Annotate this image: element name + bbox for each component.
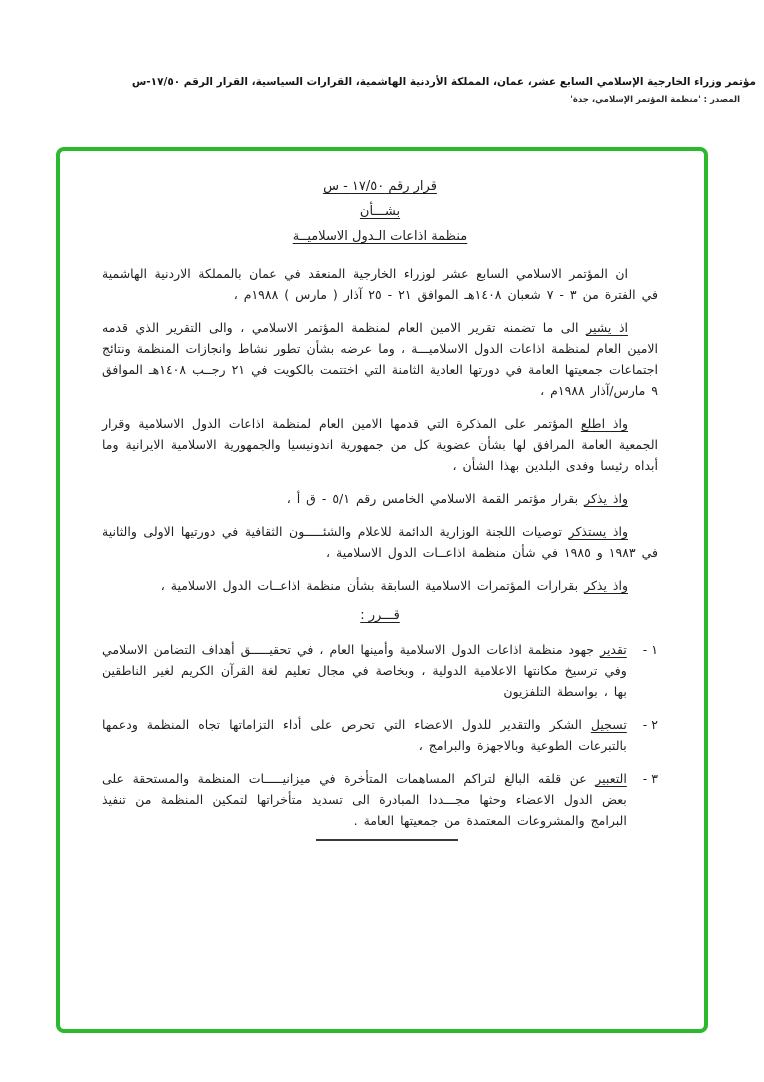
- resolution-subject: منظمة اذاعات الـدول الاسلاميــة: [292, 229, 468, 245]
- resolution-frame: [56, 147, 708, 1033]
- item-number-3: ٣ -: [642, 771, 658, 787]
- decides-label: قـــرر :: [360, 608, 400, 624]
- clause-paragraph-4: [102, 521, 658, 563]
- end-divider: [316, 839, 458, 841]
- resolution-number: قرار رقم ١٧/٥٠ - س: [323, 179, 437, 194]
- item-text-3: عن قلقه البالغ لتراكم المساهمات المتأخرة في ميزانيـــــات المنظمة والمستحقة على بعض الدول الاعضاء وحثها مجـــددا المبادرة الى تسديد متأخراتها لتمكين المنظمة من تنفيذ البرامج والمشروعات المعتمدة من جمعيتها العامة .: [102, 771, 627, 829]
- preamble-text: ان المؤتمر الاسلامي السابع عشر لوزراء الخارجية المنعقد في عمان بالمملكة الاردنية الهاشمية في الفترة من ٣ - ٧ شعبان ١٤٠٨هـ الموافق ٢١ - ٢٥ آذار ( مارس ) ١٩٨٨م ،: [102, 266, 658, 303]
- clause-lead-3: واذ يذكر: [584, 491, 628, 507]
- header-title: مؤتمر وزراء الخارجية الإسلامي السابع عشر، عمان، المملكة الأردنية الهاشمية، القرارات السياسية، القرار الرقم ١٧/٥٠-س: [131, 76, 756, 88]
- header-source: المصدر : 'منظمة المؤتمر الإسلامي، جدة': [570, 95, 740, 105]
- resolution-item-1: [102, 639, 658, 702]
- preamble-paragraph: [102, 263, 658, 305]
- resolution-item-3: [102, 768, 658, 831]
- clause-text-5: بقرارات المؤتمرات الاسلامية السابقة بشأن منظمة اذاعــات الدول الاسلامية ،: [160, 578, 585, 594]
- item-lead-2: تسجيل: [590, 717, 627, 733]
- clause-lead-1: اذ يشير: [586, 320, 628, 336]
- item-text-1: جهود منظمة اذاعات الدول الاسلامية وأمينها العام ، في تحقيـــــق أهداف التضامن الاسلامي وفي ترسيخ مكانتها الاعلامية الدولية ، وبخاصة في مجال تعليم لغة القرآن الكريم لغير الناطقين بها ، بواسطة التلفزيون: [102, 642, 627, 700]
- resolution-regarding: بشـــأن: [359, 204, 401, 220]
- clause-lead-2: واذ اطلع: [580, 416, 628, 432]
- clause-paragraph-2: [102, 413, 658, 476]
- clause-text-1: الى ما تضمنه تقرير الامين العام لمنظمة المؤتمر الاسلامي ، والى التقرير الذي قدمه الامين العام لمنظمة اذاعات الدول الاسلاميـــة ، وما عرضه بشأن تطور نشاط وانجازات المنظمة ونتائج اجتماعات جمعيتها العامة في دورتها العادية الثامنة التي اختتمت بالكويت في ٢١ رجــب ١٤٠٨هـ الموافق ٩ مارس/آذار ١٩٨٨م ،: [102, 320, 658, 399]
- clause-paragraph-5: [102, 575, 658, 596]
- document-header: [4, 76, 756, 105]
- clause-paragraph-1: [102, 317, 658, 401]
- item-body-2: [102, 714, 627, 756]
- item-lead-1: تقدير: [600, 642, 627, 658]
- item-lead-3: التعبير: [595, 771, 627, 787]
- clause-lead-4: واذ يستذكر: [568, 524, 628, 540]
- clause-text-2: المؤتمر على المذكرة التي قدمها الامين العام لمنظمة اذاعات الدول الاسلامية وقرار الجمعية العامة المرافق لها بشأن عضوية كل من جمهورية اندونيسيا والجمهورية الاسلامية الايرانية وما أبداه رئيسا وفدى البلدين بهذا الشأن ،: [102, 416, 658, 474]
- item-body-3: [102, 768, 627, 831]
- item-number-2: ٢ -: [642, 717, 658, 733]
- clause-text-3: بقرار مؤتمر القمة الاسلامي الخامس رقم ٥/١ - ق أ ،: [286, 491, 585, 507]
- clause-text-4: توصيات اللجنة الوزارية الدائمة للاعلام والشئـــــون الثقافية في دورتيها الاولى والثانية في ١٩٨٣ و ١٩٨٥ في شأن منظمة اذاعــات الدول الاسلامية ،: [102, 524, 658, 561]
- resolution-item-2: [102, 714, 658, 756]
- item-text-2: الشكر والتقدير للدول الاعضاء التي تحرص على أداء التزاماتها تجاه المنظمة ودعمها بالتبرعات الطوعية وبالاجهزة والبرامج ،: [102, 717, 627, 754]
- item-body-1: [102, 639, 627, 702]
- item-number-1: ١ -: [642, 642, 658, 658]
- clause-lead-5: واذ يذكر: [584, 578, 628, 594]
- title-block: [102, 177, 658, 247]
- clause-paragraph-3: [102, 488, 658, 509]
